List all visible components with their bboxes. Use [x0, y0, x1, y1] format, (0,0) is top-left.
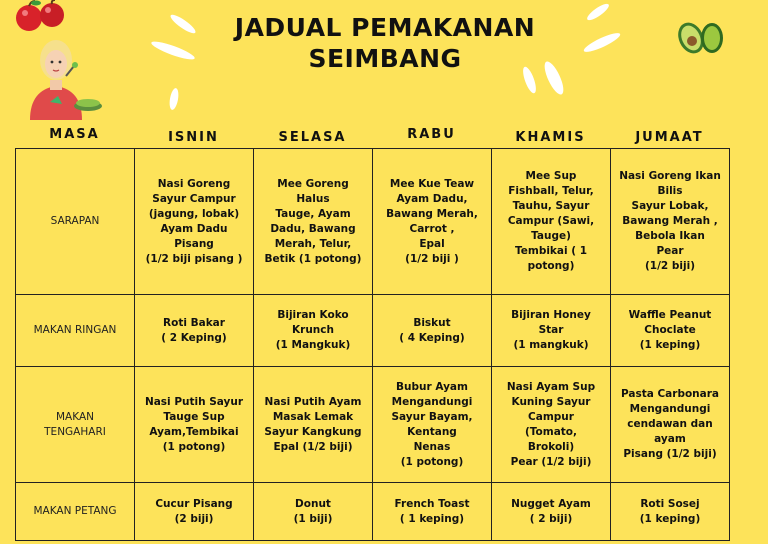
meal-text-line: Nasi Putih Sayur [144, 395, 244, 408]
meal-text-line: ( 2 Keping) [161, 331, 227, 344]
row-label-line: MAKAN RINGAN [33, 324, 117, 336]
meal-text-line: Sayur Kangkung [264, 425, 362, 438]
meal-text-line: Mee Sup [525, 170, 577, 182]
column-header-rabu: RABU [407, 127, 456, 142]
title-line-1: JADUAL PEMAKANAN [234, 13, 536, 42]
apples-icon [12, 0, 68, 34]
table-row [16, 483, 730, 541]
meal-text-line: Mengandungi [629, 403, 711, 415]
sun-ray-decoration [585, 1, 611, 22]
title-line-2: SEIMBANG [308, 44, 462, 73]
meal-text-line: Roti Sosej [640, 497, 700, 510]
meal-cell-khamis [492, 295, 611, 367]
sun-ray-decoration [168, 12, 197, 36]
meal-cell-jumaat [611, 367, 730, 483]
meal-cell-isnin [135, 149, 254, 295]
column-header-selasa: SELASA [278, 130, 347, 145]
meal-text-line: Biskut [413, 316, 451, 329]
meal-text-line: Pisang [174, 237, 214, 250]
meal-text-line: ( 4 Keping) [399, 331, 465, 344]
meal-text-line: Star [538, 324, 564, 336]
meal-cell-selasa [254, 295, 373, 367]
meal-cell-selasa [254, 483, 373, 541]
meal-text-line: Cucur Pisang [155, 497, 233, 510]
meal-text-line: (1/2 biji) [644, 260, 695, 272]
meal-text-line: ayam [654, 433, 686, 445]
table-row [16, 149, 730, 295]
meal-text-line: (1/2 biji ) [405, 252, 459, 265]
meal-text-line: Ayam Dadu [160, 222, 228, 235]
meal-cell-jumaat [611, 149, 730, 295]
row-label-line: MAKAN PETANG [33, 505, 117, 517]
meal-cell-khamis [492, 149, 611, 295]
meal-cell-khamis [492, 367, 611, 483]
meal-text-line: Nasi Ayam Sup [506, 380, 596, 393]
meal-text-line: potong) [527, 260, 575, 272]
column-header-khamis: KHAMIS [515, 130, 586, 145]
meal-text-line: ( 2 biji) [529, 512, 573, 525]
row-label [16, 295, 135, 367]
meal-text-line: Betik (1 potong) [264, 252, 362, 265]
meal-text-line: Mee Kue Teaw [389, 177, 475, 190]
meal-text-line: Bijiran Koko [277, 309, 349, 321]
meal-text-line: French Toast [394, 497, 470, 510]
meal-cell-isnin [135, 295, 254, 367]
meal-cell-jumaat [611, 483, 730, 541]
meal-text-line: Bubur Ayam [396, 380, 468, 393]
meal-cell-isnin [135, 367, 254, 483]
meal-text-line: Donut [295, 497, 331, 510]
meal-text-line: (1 potong) [162, 440, 226, 453]
meal-text-line: Roti Bakar [163, 316, 225, 329]
meal-cell-khamis [492, 483, 611, 541]
meal-text-line: Tauhu, Sayur [512, 200, 590, 212]
meal-text-line: Pasta Carbonara [620, 388, 720, 400]
meal-text-line: Fishball, Telur, [508, 185, 594, 197]
meal-text-line: cendawan dan [627, 418, 713, 430]
meal-text-line: Ayam,Tembikai [149, 425, 239, 438]
meal-text-line: Sayur Lobak, [631, 200, 709, 212]
meal-cell-rabu [373, 149, 492, 295]
meal-text-line: Halus [296, 192, 330, 205]
meal-text-line: Tembikai ( 1 [514, 245, 588, 257]
meal-text-line: Kuning Sayur [511, 395, 591, 408]
avocado-icon [676, 16, 726, 56]
meal-text-line: Pear [656, 245, 684, 257]
row-label [16, 367, 135, 483]
row-label [16, 483, 135, 541]
meal-text-line: Campur (Sawi, [507, 215, 595, 227]
meal-text-line: Sayur Bayam, [391, 410, 473, 423]
meal-cell-selasa [254, 367, 373, 483]
meal-text-line: Tauge Sup [163, 410, 225, 423]
meal-text-line: Tauge, Ayam [275, 207, 351, 220]
meal-text-line: Bilis [657, 185, 683, 197]
meal-text-line: Nenas [413, 440, 451, 453]
meal-cell-rabu [373, 295, 492, 367]
meal-text-line: (1/2 biji pisang ) [145, 252, 243, 265]
meal-text-line: (2 biji) [174, 512, 214, 525]
meal-text-line: Nasi Putih Ayam [264, 395, 362, 408]
meal-text-line: Ayam Dadu, [396, 192, 468, 205]
column-header-jumaat: JUMAAT [635, 130, 704, 145]
meal-text-line: Bawang Merah , [622, 215, 718, 227]
meal-text-line: Choclate [644, 324, 696, 336]
row-label-line: SARAPAN [50, 215, 100, 227]
meal-text-line: Epal (1/2 biji) [273, 440, 353, 453]
woman-eating-salad-icon [20, 30, 104, 122]
meal-cell-selasa [254, 149, 373, 295]
meal-text-line: Carrot , [409, 222, 455, 235]
meal-text-line: Sayur Campur [152, 192, 236, 205]
meal-text-line: (1 biji) [293, 512, 333, 525]
meal-text-line: Bawang Merah, [386, 207, 478, 220]
table-row [16, 367, 730, 483]
meal-text-line: (1 keping) [639, 339, 701, 351]
meal-text-line: Campur [528, 410, 574, 423]
meal-text-line: (jagung, lobak) [148, 207, 240, 220]
meal-text-line: (1 keping) [639, 512, 701, 525]
meal-text-line: Waffle Peanut [628, 309, 712, 321]
meal-text-line: (1 Mangkuk) [275, 339, 351, 351]
meal-text-line: Masak Lemak [272, 410, 354, 423]
meal-text-line: Bebola Ikan [635, 230, 705, 242]
meal-text-line: Mengandungi [391, 395, 473, 408]
sun-ray-decoration [168, 87, 180, 110]
row-label-line: TENGAHARI [44, 425, 106, 438]
meal-text-line: (Tomato, [524, 425, 578, 438]
row-label [16, 149, 135, 295]
meal-text-line: Kentang [407, 425, 457, 438]
meal-text-line: (1 mangkuk) [513, 339, 589, 351]
meal-text-line: Epal [419, 237, 445, 250]
row-label-line: MAKAN [56, 410, 94, 423]
sun-ray-decoration [150, 38, 196, 62]
meal-text-line: Brokoli) [527, 440, 575, 453]
meal-cell-isnin [135, 483, 254, 541]
meal-text-line: ( 1 keping) [399, 512, 465, 525]
meal-cell-jumaat [611, 295, 730, 367]
meal-text-line: Nasi Goreng [157, 177, 231, 190]
meal-text-line: Krunch [292, 324, 334, 336]
column-header-isnin: ISNIN [168, 130, 219, 145]
meal-text-line: Pisang (1/2 biji) [623, 448, 717, 460]
meal-text-line: Mee Goreng [277, 177, 349, 190]
meal-text-line: Bijiran Honey [511, 309, 591, 321]
meal-text-line: (1 potong) [400, 455, 464, 468]
sun-ray-decoration [582, 30, 622, 55]
meal-cell-rabu [373, 367, 492, 483]
column-header-masa: MASA [49, 127, 100, 142]
meal-text-line: Dadu, Bawang [270, 222, 356, 235]
meal-text-line: Tauge) [531, 230, 571, 242]
meal-text-line: Nasi Goreng Ikan [619, 170, 721, 182]
meal-text-line: Merah, Telur, [274, 237, 352, 250]
table-row [16, 295, 730, 367]
meal-text-line: Pear (1/2 biji) [510, 455, 592, 468]
page-title [200, 12, 570, 74]
meal-text-line: Nugget Ayam [511, 497, 591, 510]
meal-cell-rabu [373, 483, 492, 541]
meal-schedule-table [15, 148, 730, 541]
